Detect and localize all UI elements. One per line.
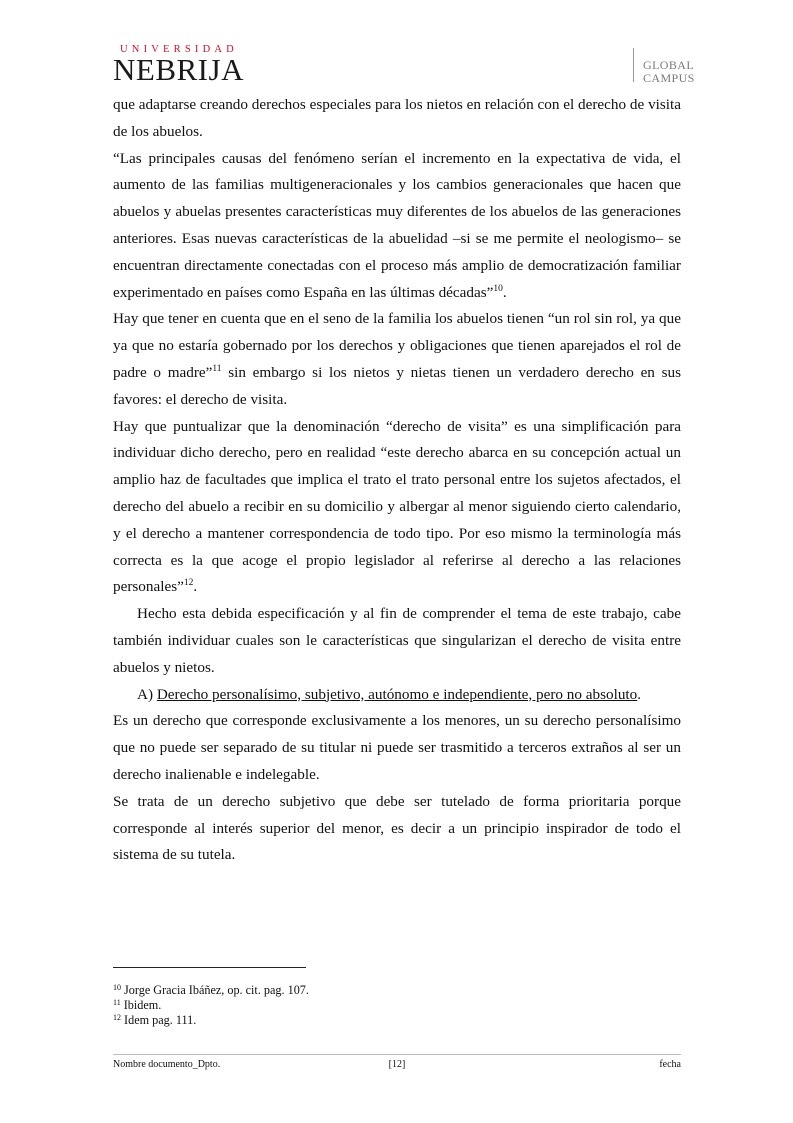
footnote-12 <box>113 1013 681 1028</box>
page-footer <box>113 1058 681 1072</box>
footnote-separator <box>113 967 306 968</box>
footnote-ref-11: 11 <box>212 363 222 374</box>
paragraph-8: Se trata de un derecho subjetivo que debe ser tutelado de forma prioritaria porque corresponde al interés superior del menor, es decir a un principio inspirador de todo el sistema de su tutela. <box>113 792 681 864</box>
header-divider <box>633 48 634 82</box>
section-heading-label: A) <box>137 685 157 703</box>
footnote-num: 10 <box>113 983 121 992</box>
footnote-ref-12: 12 <box>183 578 194 589</box>
footer-page-number: [12] <box>388 1059 406 1070</box>
footnote-text: Jorge Gracia Ibáñez, op. cit. pag. 107. <box>121 983 309 997</box>
paragraph-5: Hecho esta debida especificación y al fin de comprender el tema de este trabajo, cabe también individuar cuales son le características que singularizan el derecho de visita entre abuelos y nietos. <box>113 605 681 676</box>
footnote-text: Idem pag. 111. <box>121 1013 197 1027</box>
global-campus-label <box>643 59 713 85</box>
paragraph-7: Es un derecho que corresponde exclusivamente a los menores, un su derecho personalísimo que no puede ser separado de su titular ni puede ser trasmitido a terceros extraños al ser un derecho inalienable e indelegable. <box>113 712 681 783</box>
paragraph-3-text-b: sin embargo si los nietos y nietas tienen un verdadero derecho en sus favores: el derecho de visita. <box>113 363 681 408</box>
paragraph-3-text-a: Hay que tener en cuenta que en el seno de la familia los abuelos tienen “un rol sin rol, ya que ya que no estaría gobernado por los derechos y obligaciones que tienen aparejados el rol de padre o madre” <box>113 310 681 381</box>
footnote-11 <box>113 998 681 1013</box>
footer-document-name: Nombre documento_Dpto. <box>113 1059 221 1070</box>
section-heading-title: Derecho personalísimo, subjetivo, autónomo e independiente, pero no absoluto <box>156 685 638 703</box>
paragraph-4-text: Hay que puntualizar que la denominación “derecho de visita” es una simplificación para individuar dicho derecho, pero en realidad “este derecho abarca en su concepción actual un amplio haz de facultades que implica el trato el trato personal entre los sujetos afectados, el derecho del abuelo a recibir en su domicilio y albergar al menor siguiendo cierto calendario, y el derecho a mantener correspondencia de todo tipo. Por eso mismo la terminología más correcta es la que acoge el propio legislador al referirse al derecho a las relaciones personales” <box>113 417 681 596</box>
footnote-ref-10: 10 <box>493 283 503 294</box>
paragraph-3 <box>113 306 681 413</box>
paragraph-4 <box>113 414 681 602</box>
logo-universidad-text: UNIVERSIDAD <box>120 44 238 55</box>
paragraph-4-end: . <box>193 578 198 596</box>
footer-date: fecha <box>659 1059 681 1070</box>
footnote-text: Ibidem. <box>120 998 162 1012</box>
footer-separator <box>113 1054 681 1055</box>
campus-line-1: GLOBAL <box>643 58 695 72</box>
footnote-10 <box>113 983 681 998</box>
university-logo <box>113 44 313 90</box>
section-heading-end: . <box>637 685 642 703</box>
footnote-num: 12 <box>113 1013 121 1022</box>
paragraph-1: que adaptarse creando derechos especiales para los nietos en relación con el derecho de visita de los abuelos. <box>113 96 681 140</box>
paragraph-2-text: “Las principales causas del fenómeno serían el incremento en la expectativa de vida, el aumento de las familias multigeneracionales y los cambios generacionales que hacen que abuelos y abuelas presentes características muy diferentes de los abuelos de las generaciones anteriores. Esas nuevas características de la abuelidad –si se me permite el neologismo– se encuentran directamente conectadas con el proceso más amplio de democratización familiar experimentado en países como España en las últimas décadas” <box>113 149 681 301</box>
footnotes <box>113 983 681 1028</box>
document-body <box>113 92 681 869</box>
paragraph-2-end: . <box>502 283 507 301</box>
campus-line-2: CAMPUS <box>643 71 695 85</box>
section-heading-a <box>113 682 681 709</box>
logo-nebrija-text: NEBRIJA <box>113 52 244 87</box>
footnote-num: 11 <box>113 998 121 1007</box>
paragraph-2-quote <box>113 146 681 307</box>
